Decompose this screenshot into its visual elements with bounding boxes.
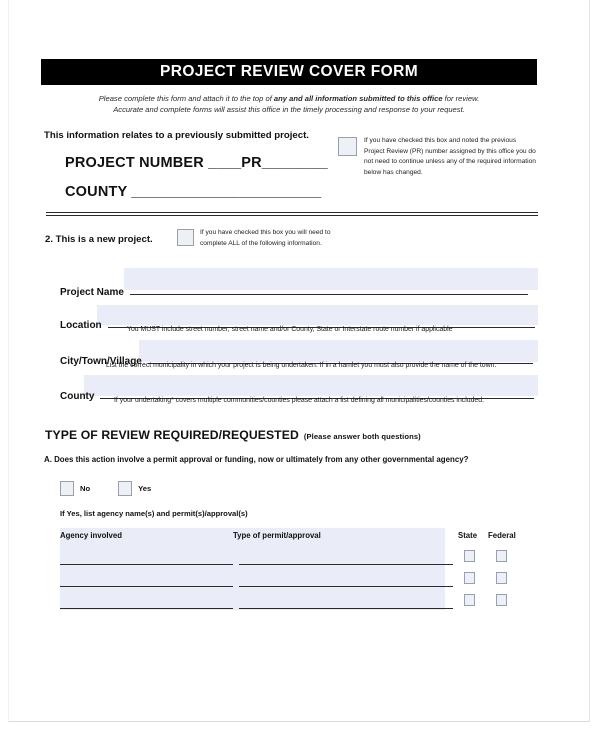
table-checkbox-state[interactable]	[464, 550, 475, 562]
table-row[interactable]	[60, 608, 233, 609]
subtitle-line1-part3: for review.	[442, 94, 480, 103]
table-row[interactable]	[239, 586, 453, 587]
field-input-project-name[interactable]	[130, 283, 528, 295]
subtitle-line1-emphasis: any and all information submitted to this office	[273, 94, 443, 103]
project-number-field[interactable]: PROJECT NUMBER ____PR________	[65, 155, 328, 171]
new-project-checkbox[interactable]	[177, 229, 194, 246]
county-field-top[interactable]: COUNTY _______________________	[65, 184, 322, 200]
table-checkbox-federal[interactable]	[496, 550, 507, 562]
new-project-heading: 2. This is a new project.	[45, 234, 153, 245]
table-row[interactable]	[60, 586, 233, 587]
field-row-project-name	[60, 283, 528, 298]
previous-project-note-text: If you have checked this box and noted the previous Project Review (PR) number assigned by this office you do not need to continue unless any of the required information below has changed.	[364, 137, 536, 177]
field-hint-county: If your undertaking* covers multiple communities/counties please attach a list defining all municipalities/counties included.	[114, 397, 484, 404]
table-header-permit: Type of permit/approval	[233, 531, 321, 540]
table-checkbox-state[interactable]	[464, 572, 475, 584]
label-no: No	[80, 484, 91, 493]
page-title: PROJECT REVIEW COVER FORM	[159, 63, 419, 80]
new-project-note-text: If you have checked this box you will need to complete ALL of the following information.	[200, 229, 331, 247]
review-section-title	[45, 428, 421, 442]
previous-project-note	[338, 136, 538, 179]
question-a-answers	[60, 481, 151, 496]
form-subtitle	[41, 93, 537, 116]
field-label-county: County	[60, 391, 95, 402]
previous-project-heading: This information relates to a previously submitted project.	[44, 130, 309, 141]
field-label-project-name: Project Name	[60, 287, 124, 298]
subtitle-line1-part1: Please complete this form and attach it to the top of	[98, 94, 274, 103]
field-label-city: City/Town/Village	[60, 356, 142, 367]
label-yes: Yes	[138, 484, 152, 493]
table-tint-left	[60, 528, 445, 610]
question-a: A. Does this action involve a permit approval or funding, now or ultimately from any other governmental agency?	[44, 455, 469, 464]
field-hint-location: You MUST include street number, street name and/or County, State or Interstate route number if applicable	[127, 326, 453, 333]
field-hint-city: List the correct municipality in which your project is being undertaken. If in a hamlet you must also provide the name of the town.	[106, 362, 497, 369]
table-row[interactable]	[60, 564, 233, 565]
section-divider	[46, 212, 538, 216]
form-title-banner	[41, 59, 537, 85]
previous-project-identifiers	[65, 155, 328, 200]
table-checkbox-federal[interactable]	[496, 594, 507, 606]
if-yes-instruction: If Yes, list agency name(s) and permit(s)/approval(s)	[60, 509, 248, 518]
checkbox-no[interactable]	[60, 481, 74, 496]
subtitle-line2: Accurate and complete forms will assist this office in the timely processing and response to your request.	[113, 105, 465, 115]
table-row[interactable]	[239, 564, 453, 565]
table-checkbox-state[interactable]	[464, 594, 475, 606]
new-project-note	[177, 228, 337, 249]
table-checkbox-federal[interactable]	[496, 572, 507, 584]
table-header-agency: Agency involved	[60, 531, 122, 540]
review-section-title-note: (Please answer both questions)	[303, 432, 421, 441]
form-page	[8, 0, 590, 722]
table-header-federal: Federal	[488, 531, 516, 540]
field-label-location: Location	[60, 320, 102, 331]
previous-project-checkbox[interactable]	[338, 137, 357, 156]
table-header-state: State	[458, 531, 478, 540]
review-section-title-text: TYPE OF REVIEW REQUIRED/REQUESTED	[45, 428, 299, 442]
checkbox-yes[interactable]	[118, 481, 132, 496]
table-row[interactable]	[239, 608, 453, 609]
